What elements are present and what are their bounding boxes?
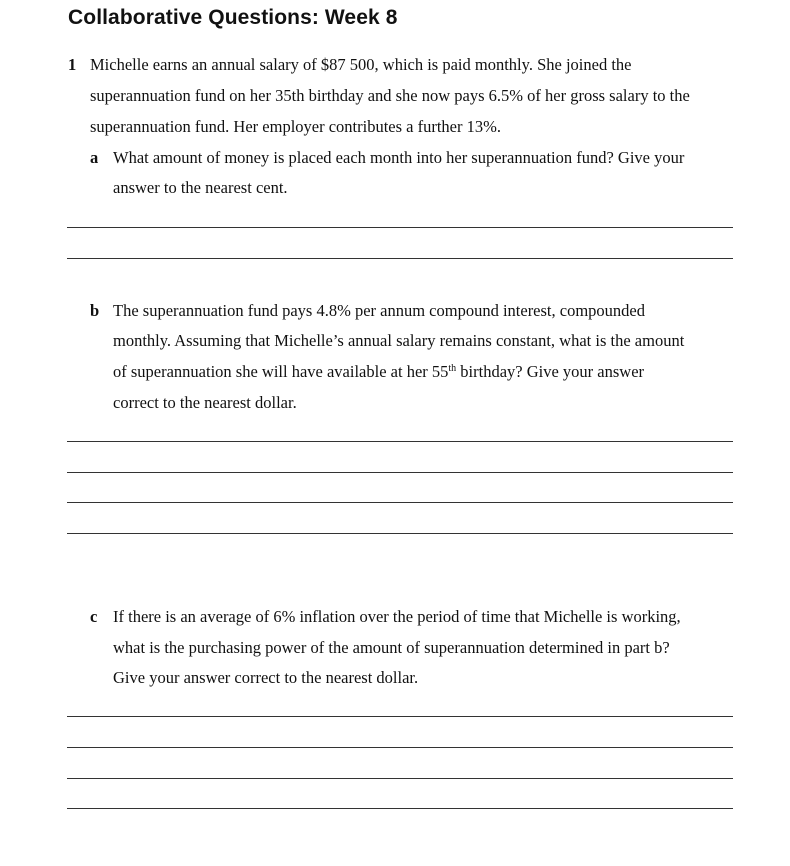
answer-line[interactable] xyxy=(67,227,733,228)
part-c-line-3: Give your answer correct to the nearest dollar. xyxy=(113,668,419,687)
question-number: 1 xyxy=(68,55,77,74)
part-b-label: b xyxy=(90,301,100,320)
answer-line[interactable] xyxy=(67,747,733,748)
part-a-line-1: What amount of money is placed each month into her superannuation fund? Give your xyxy=(113,148,685,167)
part-b-line-3-end: birthday? Give your answer xyxy=(456,362,645,381)
answer-line[interactable] xyxy=(67,716,733,717)
part-b-line-3-start: of superannuation she will have available at her 55 xyxy=(113,362,449,381)
part-b-line-4: correct to the nearest dollar. xyxy=(113,393,297,412)
question-intro-line-1: Michelle earns an annual salary of $87 500, which is paid monthly. She joined the xyxy=(90,55,632,74)
part-a-label: a xyxy=(90,148,99,167)
part-b-line-1: The superannuation fund pays 4.8% per annum compound interest, compounded xyxy=(113,301,645,320)
question-intro-line-2: superannuation fund on her 35th birthday and she now pays 6.5% of her gross salary to the xyxy=(90,86,690,105)
answer-line[interactable] xyxy=(67,778,733,779)
answer-line[interactable] xyxy=(67,502,733,503)
ordinal-superscript: th xyxy=(448,363,457,374)
answer-line[interactable] xyxy=(67,472,733,473)
part-b-line-2: monthly. Assuming that Michelle’s annual salary remains constant, what is the amount xyxy=(113,331,685,350)
answer-line[interactable] xyxy=(67,441,733,442)
page-title: Collaborative Questions: Week 8 xyxy=(68,6,398,29)
part-c-label: c xyxy=(90,607,98,626)
part-a-line-2: answer to the nearest cent. xyxy=(113,178,288,197)
answer-line[interactable] xyxy=(67,533,733,534)
answer-line[interactable] xyxy=(67,258,733,259)
part-b-line-3 xyxy=(113,362,644,382)
part-c-line-1: If there is an average of 6% inflation over the period of time that Michelle is working, xyxy=(113,607,681,626)
part-c-line-2: what is the purchasing power of the amount of superannuation determined in part b? xyxy=(113,638,670,657)
question-intro-line-3: superannuation fund. Her employer contributes a further 13%. xyxy=(90,117,501,136)
answer-line[interactable] xyxy=(67,808,733,809)
